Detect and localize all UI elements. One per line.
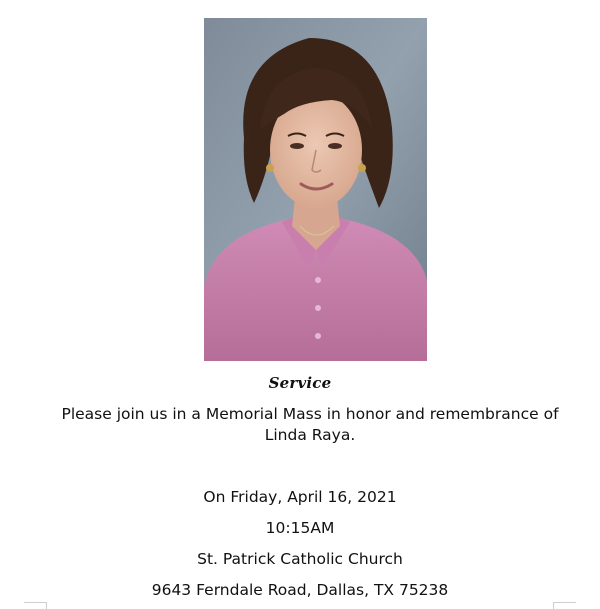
page-corner-right (553, 602, 576, 609)
service-heading: Service (268, 374, 332, 392)
service-date: On Friday, April 16, 2021 (203, 488, 397, 506)
service-time: 10:15AM (265, 519, 335, 537)
service-location: St. Patrick Catholic Church (197, 550, 403, 568)
page-corner-left (24, 602, 47, 609)
memorial-intro-text: Please join us in a Memorial Mass in honor and remembrance of Linda Raya. (61, 405, 559, 444)
portrait-photo (204, 18, 427, 361)
service-address: 9643 Ferndale Road, Dallas, TX 75238 (151, 581, 449, 599)
